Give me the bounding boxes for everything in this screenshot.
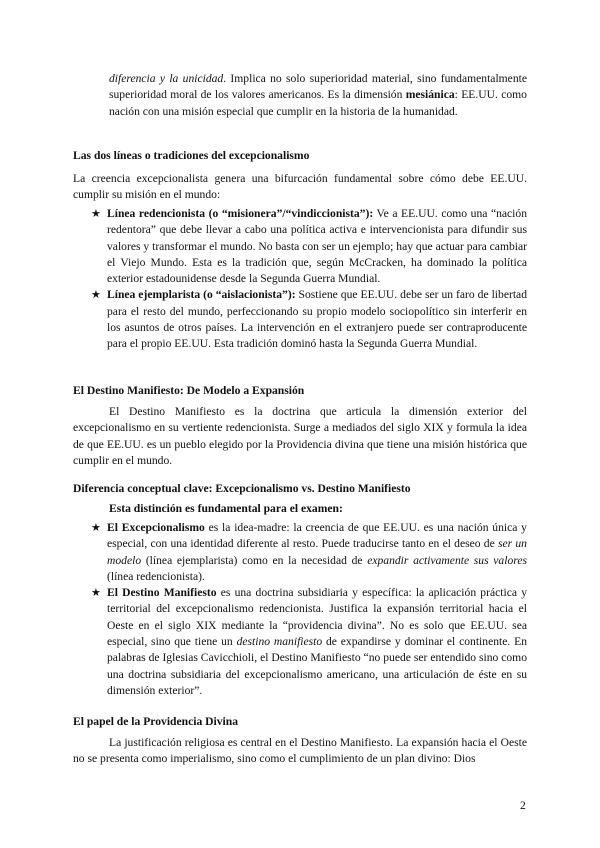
star-bullet-icon: ★: [91, 289, 101, 302]
intro-paragraph: diferencia y la unicidad. Implica no solo superioridad material, sino fundamentalmente superioridad moral de los valores americanos. Es la dimensión mesiánica: EE.UU. como nación con una misión especial que cumplir en la historia de la humanidad.: [109, 72, 527, 118]
list-item-ejemplarista: ★ Línea ejemplarista (o “aislacionista”): Sostiene que EE.UU. debe ser un faro de libertad para el resto del mundo, perfeccionando su propio modelo sociopolítico sin interferir en los asuntos de otros países. La intervención en el extranjero puede ser contraproducente para el propio EE.UU. Esta tradición dominó hasta la Segunda Guerra Mundial.: [91, 288, 527, 351]
list-item-destino-manifiesto: ★ El Destino Manifiesto es una doctrina subsidiaria y específica: la aplicación práctica y territorial del excepcionalismo redencionista. Justifica la expansión territorial hacia el Oeste en el siglo XIX mediante la “providencia divina”. No es solo que EE.UU. sea especial, sino que tiene un destino manifiesto de expandirse y dominar el continente. En palabras de Iglesias Cavicchioli, el Destino Manifiesto “no puede ser entendido sino como una doctrina subsidiaria del excepcionalismo americano, una articulación de éste en su dimensión exterior”.: [91, 586, 527, 697]
section3-bullet-list: [91, 520, 527, 699]
section-heading-providencia: El papel de la Providencia Divina: [73, 715, 239, 728]
section1-paragraph: La creencia excepcionalista genera una bifurcación fundamental sobre cómo debe EE.UU. cumplir su misión en el mundo:: [73, 172, 527, 202]
page-number: 2: [520, 799, 526, 812]
section-heading-diferencia-conceptual: Diferencia conceptual clave: Excepcionalismo vs. Destino Manifiesto: [73, 482, 411, 495]
list-item-excepcionalismo: ★ El Excepcionalismo es la idea-madre: la creencia de que EE.UU. es una nación única y especial, con una identidad diferente al resto. Puede traducirse tanto en el deseo de ser un modelo (línea ejemplarista) como en la necesidad de expandir activamente sus valores (línea redencionista).: [91, 521, 527, 583]
section-heading-two-lines: Las dos líneas o tradiciones del excepcionalismo: [73, 149, 310, 162]
star-bullet-icon: ★: [91, 587, 101, 600]
section2-paragraph: El Destino Manifiesto es la doctrina que articula la dimensión exterior del excepcionalismo en su vertiente redencionista. Surge a mediados del siglo XIX y formula la idea de que EE.UU. es un pueblo elegido por la Providencia divina que tiene una misión histórica que cumplir en el mundo.: [73, 405, 527, 467]
section4-paragraph: La justificación religiosa es central en el Destino Manifiesto. La expansión hacia el Oeste no se presenta como imperialismo, sino como el cumplimiento de un plan divino: Dios: [73, 736, 527, 766]
intro-bold-term: mesiánica: [405, 88, 455, 102]
section1-bullet-list: [91, 206, 527, 353]
list-item-redencionista: ★ Línea redencionista (o “misionera”/“vindiccionista”): Ve a EE.UU. como una “nación redentora” que debe llevar a cabo una política activa e intervencionista para difundir sus valores y transformar el mundo. No basta con ser un ejemplo; hay que actuar para cambiar el Viejo Mundo. Esta es la tradición que, según McCracken, ha dominado la política exterior estadounidense desde la Segunda Guerra Mundial.: [91, 207, 527, 286]
subheading-examen: Esta distinción es fundamental para el examen:: [109, 502, 343, 515]
intro-emphasis: diferencia y la unicidad: [109, 72, 224, 85]
section-heading-destino-manifiesto: El Destino Manifiesto: De Modelo a Expansión: [73, 384, 305, 397]
star-bullet-icon: ★: [91, 522, 101, 534]
star-bullet-icon: ★: [91, 208, 101, 220]
